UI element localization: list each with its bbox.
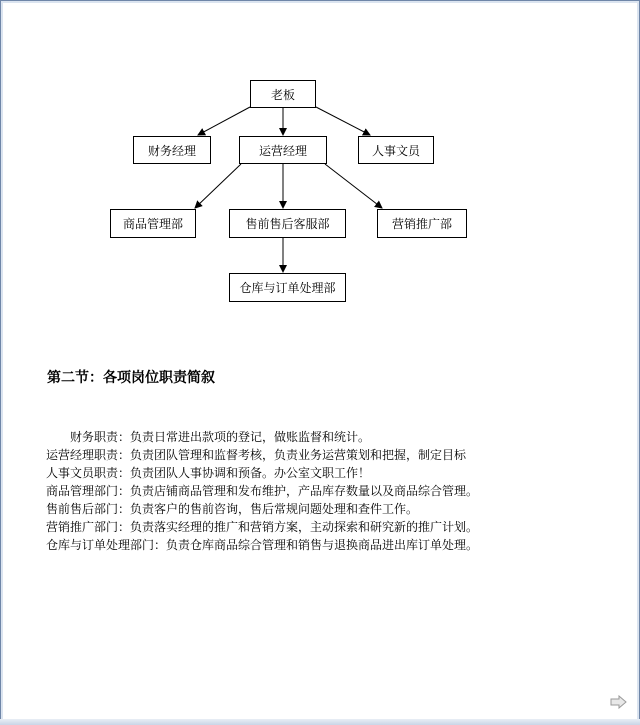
duty-operations-manager: 运营经理职责：负责团队管理和监督考核，负责业务运营策划和把握，制定目标 <box>46 448 467 462</box>
org-node-boss: 老板 <box>250 80 316 108</box>
duty-hr-clerk: 人事文员职责：负责团队人事协调和预备。办公室文职工作！ <box>46 466 371 480</box>
org-node-product-dept: 商品管理部 <box>110 209 196 238</box>
duty-presales-dept: 售前售后部门：负责客户的售前咨询，售后常规问题处理和查件工作。 <box>46 502 419 516</box>
org-node-finance-manager: 财务经理 <box>133 136 211 164</box>
org-node-hr-clerk: 人事文员 <box>358 136 434 164</box>
connector-operations-marketing <box>325 164 382 208</box>
duty-marketing-dept: 营销推广部门：负责落实经理的推广和营销方案，主动探索和研究新的推广计划。 <box>46 520 479 534</box>
org-node-warehouse-order-dept: 仓库与订单处理部 <box>229 273 346 302</box>
window-bottom-border <box>0 719 640 725</box>
org-node-marketing-dept: 营销推广部 <box>377 209 467 238</box>
duty-finance: 财务职责：负责日常进出款项的登记，做账监督和统计。 <box>70 430 371 444</box>
section-title: 第二节：各项岗位职责简叙 <box>47 370 215 386</box>
org-node-operations-manager: 运营经理 <box>239 136 327 164</box>
duty-product-dept: 商品管理部门：负责店铺商品管理和发布维护，产品库存数量以及商品综合管理。 <box>46 484 479 498</box>
duties-list <box>46 428 478 554</box>
connector-boss-finance <box>198 107 250 135</box>
arrow-right-icon[interactable] <box>610 695 628 709</box>
connector-boss-hr <box>316 107 370 135</box>
org-node-presales-service-dept: 售前售后客服部 <box>229 209 346 238</box>
connector-operations-product <box>195 164 241 208</box>
duty-warehouse-dept: 仓库与订单处理部门：负责仓库商品综合管理和销售与退换商品进出库订单处理。 <box>46 538 479 552</box>
